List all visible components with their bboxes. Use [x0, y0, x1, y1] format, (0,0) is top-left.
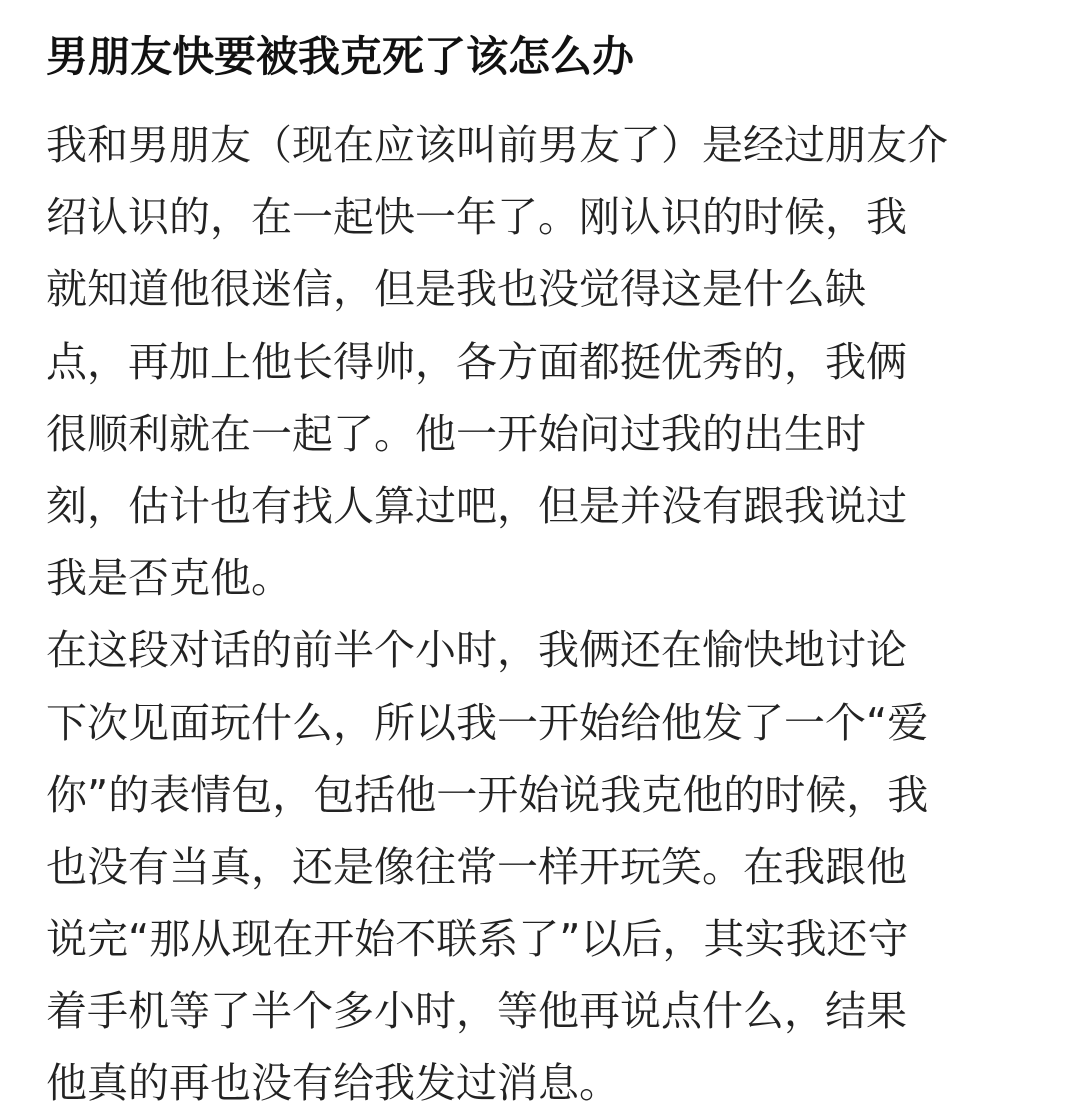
body-line: 也没有当真，还是像往常一样开玩笑。在我跟他	[46, 842, 907, 891]
body-line: 绍认识的，在一起快一年了。刚认识的时候，我	[46, 193, 907, 242]
body-line: 着手机等了半个多小时，等他再说点什么，结果	[46, 987, 907, 1036]
body-line: 点，再加上他长得帅，各方面都挺优秀的，我俩	[46, 337, 907, 386]
body-line: 我是否克他。	[46, 554, 292, 603]
body-line: 就知道他很迷信，但是我也没觉得这是什么缺	[46, 265, 866, 314]
body-line: 你”的表情包，包括他一开始说我克他的时候，我	[46, 770, 929, 819]
body-line: 我和男朋友（现在应该叫前男友了）是经过朋友介	[46, 121, 948, 169]
post-body	[46, 109, 1056, 1120]
body-line: 说完“那从现在开始不联系了”以后，其实我还守	[46, 915, 909, 964]
body-line: 刻，估计也有找人算过吧，但是并没有跟我说过	[46, 481, 907, 530]
body-line: 他真的再也没有给我发过消息。	[46, 1059, 620, 1108]
post-title: 男朋友快要被我克死了该怎么办	[46, 32, 635, 81]
body-line: 很顺利就在一起了。他一开始问过我的出生时	[46, 409, 866, 458]
body-line: 在这段对话的前半个小时，我俩还在愉快地讨论	[46, 626, 907, 675]
body-line: 下次见面玩什么，所以我一开始给他发了一个“爱	[46, 698, 929, 747]
